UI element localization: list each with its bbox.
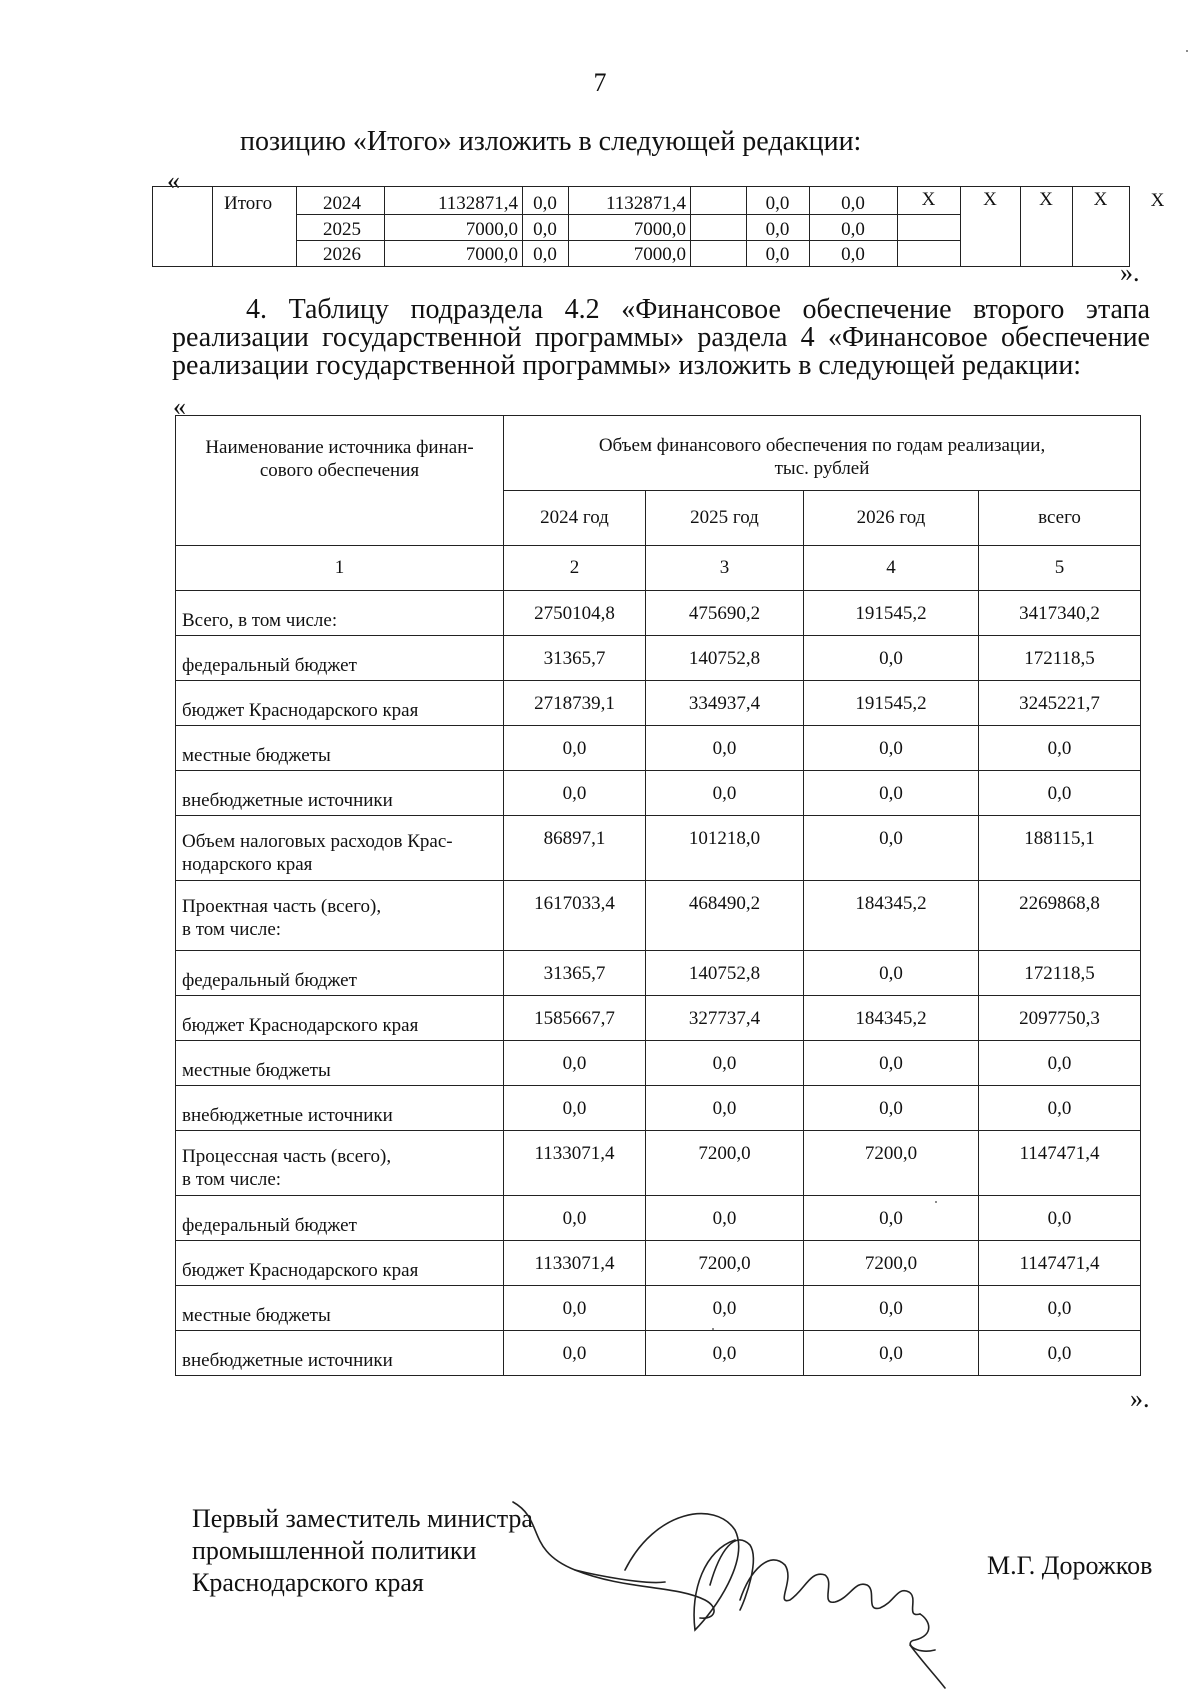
row-label: местные бюджеты xyxy=(176,1041,504,1086)
signatory-position-line: Краснодарского края xyxy=(192,1568,424,1597)
signatory-name: М.Г. Дорожков xyxy=(987,1551,1153,1580)
value-cell: 0,0 xyxy=(979,1331,1141,1376)
itogo-cell: 7000,0 xyxy=(633,219,686,240)
value-cell: 2718739,1 xyxy=(504,681,646,726)
value-cell: 1617033,4 xyxy=(504,881,646,951)
table-row xyxy=(176,1331,1141,1376)
row-label: внебюджетные источники xyxy=(176,1086,504,1131)
itogo-x-mark: X xyxy=(921,189,936,210)
value-cell: 1133071,4 xyxy=(504,1241,646,1286)
value-cell: 0,0 xyxy=(804,771,979,816)
signatory-position-line: Первый заместитель министра xyxy=(192,1504,533,1533)
value-cell: 0,0 xyxy=(979,1286,1141,1331)
value-cell: 2269868,8 xyxy=(979,881,1141,951)
value-cell: 0,0 xyxy=(804,1086,979,1131)
value-cell: 140752,8 xyxy=(646,636,804,681)
header-volume-cell xyxy=(504,416,1141,491)
value-cell: 31365,7 xyxy=(504,636,646,681)
scan-speck xyxy=(712,1328,714,1330)
table-row xyxy=(176,771,1141,816)
table-row xyxy=(176,591,1141,636)
row-label: местные бюджеты xyxy=(176,726,504,771)
scan-speck xyxy=(935,1201,937,1203)
itogo-x-mark: X xyxy=(1039,189,1053,210)
value-cell: 0,0 xyxy=(646,1041,804,1086)
signatory-position xyxy=(192,1503,533,1599)
itogo-cell: 0,0 xyxy=(765,219,790,240)
paragraph-4: 4. Таблицу подраздела 4.2 «Финансовое обеспечение второго этапа реализации государственной программы» раздела 4 «Финансовое обеспечение реализации государственной программы» изложить в следующей редакции: xyxy=(172,294,1150,381)
itogo-cell: 0,0 xyxy=(765,244,790,265)
year-header: 2026 год xyxy=(804,491,979,546)
value-cell: 0,0 xyxy=(504,1196,646,1241)
itogo-year: 2026 xyxy=(323,244,361,265)
itogo-cell: 7000,0 xyxy=(633,244,686,265)
itogo-cell: 0,0 xyxy=(533,193,557,214)
table-row xyxy=(176,1086,1141,1131)
value-cell: 0,0 xyxy=(804,636,979,681)
value-cell: 0,0 xyxy=(804,1196,979,1241)
value-cell: 475690,2 xyxy=(646,591,804,636)
value-cell: 191545,2 xyxy=(804,681,979,726)
table-row xyxy=(176,951,1141,996)
page-number: 7 xyxy=(593,68,607,97)
itogo-x-mark: X xyxy=(1150,190,1165,211)
row-label: внебюджетные источники xyxy=(176,1331,504,1376)
value-cell: 172118,5 xyxy=(979,636,1141,681)
value-cell: 7200,0 xyxy=(804,1131,979,1196)
column-number: 4 xyxy=(804,546,979,591)
header-volume-line2: тыс. рублей xyxy=(774,458,870,479)
itogo-total: 7000,0 xyxy=(465,244,518,265)
value-cell: 0,0 xyxy=(504,771,646,816)
value-cell: 0,0 xyxy=(646,1331,804,1376)
itogo-cell: 0,0 xyxy=(841,244,865,265)
value-cell: 1147471,4 xyxy=(979,1131,1141,1196)
column-number: 1 xyxy=(176,546,504,591)
value-cell: 0,0 xyxy=(504,1041,646,1086)
scan-speck xyxy=(1186,50,1188,52)
column-number: 3 xyxy=(646,546,804,591)
row-label: внебюджетные источники xyxy=(176,771,504,816)
row-label xyxy=(176,816,504,881)
value-cell: 1147471,4 xyxy=(979,1241,1141,1286)
value-cell: 31365,7 xyxy=(504,951,646,996)
table-row xyxy=(176,1131,1141,1196)
row-label: федеральный бюджет xyxy=(176,951,504,996)
table-row xyxy=(176,636,1141,681)
value-cell: 0,0 xyxy=(979,1196,1141,1241)
value-cell: 0,0 xyxy=(804,726,979,771)
itogo-cell: 1132871,4 xyxy=(605,193,686,214)
row-label-line: Проектная часть (всего), xyxy=(182,896,382,917)
value-cell: 140752,8 xyxy=(646,951,804,996)
table-row xyxy=(176,816,1141,881)
row-label: бюджет Краснодарского края xyxy=(176,681,504,726)
value-cell: 7200,0 xyxy=(646,1241,804,1286)
value-cell: 0,0 xyxy=(646,1196,804,1241)
value-cell: 0,0 xyxy=(979,726,1141,771)
value-cell: 7200,0 xyxy=(804,1241,979,1286)
itogo-label: Итого xyxy=(224,193,273,214)
itogo-cell: 0,0 xyxy=(533,219,557,240)
row-label: Всего, в том числе: xyxy=(176,591,504,636)
row-label-line: Процессная часть (всего), xyxy=(182,1146,392,1167)
value-cell: 3245221,7 xyxy=(979,681,1141,726)
column-number: 5 xyxy=(979,546,1141,591)
quote-open-1: « xyxy=(167,166,180,195)
value-cell: 3417340,2 xyxy=(979,591,1141,636)
value-cell: 188115,1 xyxy=(979,816,1141,881)
table-row xyxy=(176,681,1141,726)
row-label: местные бюджеты xyxy=(176,1286,504,1331)
table-row xyxy=(176,1041,1141,1086)
row-label: федеральный бюджет xyxy=(176,636,504,681)
value-cell: 327737,4 xyxy=(646,996,804,1041)
value-cell: 1133071,4 xyxy=(504,1131,646,1196)
header-source-line1: Наименование источника финан- xyxy=(205,437,474,458)
itogo-table xyxy=(152,186,1130,266)
value-cell: 0,0 xyxy=(804,1331,979,1376)
itogo-x-mark: X xyxy=(1093,189,1108,210)
value-cell: 184345,2 xyxy=(804,996,979,1041)
value-cell: 0,0 xyxy=(804,951,979,996)
table-row xyxy=(176,996,1141,1041)
signatory-position-line: промышленной политики xyxy=(192,1536,477,1565)
value-cell: 2750104,8 xyxy=(504,591,646,636)
value-cell: 86897,1 xyxy=(504,816,646,881)
value-cell: 184345,2 xyxy=(804,881,979,951)
itogo-cell: 0,0 xyxy=(533,244,557,265)
column-number: 2 xyxy=(504,546,646,591)
value-cell: 0,0 xyxy=(646,1086,804,1131)
header-source-line2: сового обеспечения xyxy=(259,460,420,481)
value-cell: 191545,2 xyxy=(804,591,979,636)
table-row xyxy=(176,1196,1141,1241)
header-source-cell xyxy=(176,416,504,546)
itogo-x-mark: X xyxy=(983,189,997,210)
value-cell: 0,0 xyxy=(646,1286,804,1331)
value-cell: 101218,0 xyxy=(646,816,804,881)
row-label-line: нодарского края xyxy=(182,854,313,875)
itogo-cell: 0,0 xyxy=(841,219,865,240)
intro-text: позицию «Итого» изложить в следующей редакции: xyxy=(240,126,862,157)
itogo-total: 1132871,4 xyxy=(437,193,518,214)
value-cell: 0,0 xyxy=(979,1086,1141,1131)
quote-close-2: ». xyxy=(1130,1384,1150,1413)
row-label xyxy=(176,881,504,951)
financing-table xyxy=(175,415,1141,1376)
total-header: всего xyxy=(979,491,1141,546)
value-cell: 0,0 xyxy=(804,1041,979,1086)
value-cell: 0,0 xyxy=(979,1041,1141,1086)
row-label-line: в том числе: xyxy=(182,1169,282,1190)
value-cell: 7200,0 xyxy=(646,1131,804,1196)
value-cell: 0,0 xyxy=(979,771,1141,816)
value-cell: 0,0 xyxy=(504,1286,646,1331)
value-cell: 1585667,7 xyxy=(504,996,646,1041)
year-header: 2024 год xyxy=(504,491,646,546)
value-cell: 334937,4 xyxy=(646,681,804,726)
value-cell: 0,0 xyxy=(504,1331,646,1376)
itogo-total: 7000,0 xyxy=(465,219,518,240)
value-cell: 0,0 xyxy=(504,726,646,771)
value-cell: 0,0 xyxy=(646,726,804,771)
value-cell: 0,0 xyxy=(804,816,979,881)
value-cell: 468490,2 xyxy=(646,881,804,951)
row-label-line: в том числе: xyxy=(182,919,282,940)
itogo-cell: 0,0 xyxy=(841,193,865,214)
itogo-cell: 0,0 xyxy=(765,193,790,214)
table-row xyxy=(176,881,1141,951)
handwritten-signature xyxy=(505,1490,975,1690)
table-row xyxy=(176,1241,1141,1286)
table-row xyxy=(176,726,1141,771)
value-cell: 0,0 xyxy=(646,771,804,816)
year-header: 2025 год xyxy=(646,491,804,546)
row-label: бюджет Краснодарского края xyxy=(176,996,504,1041)
value-cell: 2097750,3 xyxy=(979,996,1141,1041)
quote-open-2: « xyxy=(173,392,186,421)
value-cell: 0,0 xyxy=(804,1286,979,1331)
row-label: бюджет Краснодарского края xyxy=(176,1241,504,1286)
row-label xyxy=(176,1131,504,1196)
quote-close-1: ». xyxy=(1120,258,1140,287)
itogo-year: 2025 xyxy=(323,219,361,240)
table-row xyxy=(176,1286,1141,1331)
row-label: федеральный бюджет xyxy=(176,1196,504,1241)
row-label-line: Объем налоговых расходов Крас- xyxy=(182,831,453,852)
value-cell: 172118,5 xyxy=(979,951,1141,996)
value-cell: 0,0 xyxy=(504,1086,646,1131)
itogo-year: 2024 xyxy=(323,193,361,214)
header-volume-line1: Объем финансового обеспечения по годам реализации, xyxy=(598,435,1046,456)
